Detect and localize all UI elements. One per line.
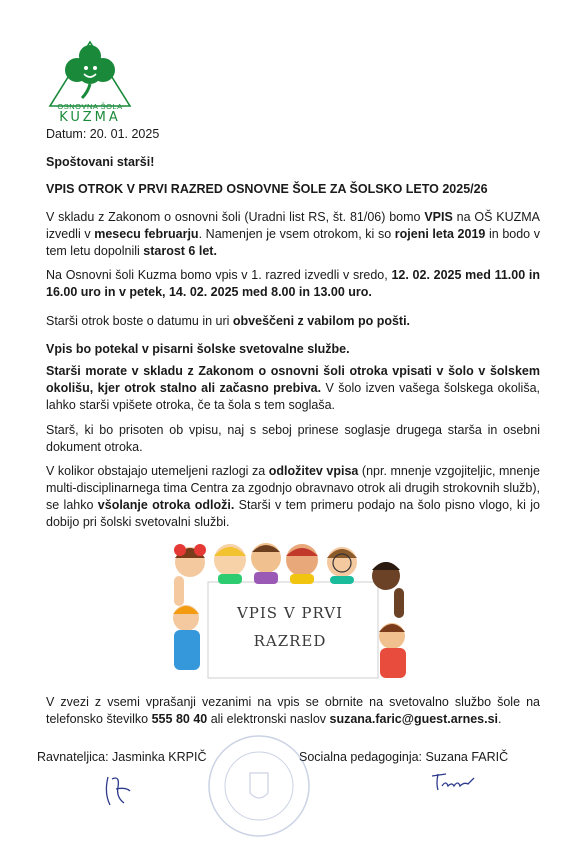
paragraph-location <box>46 341 540 358</box>
text-run: odložitev vpisa <box>268 464 359 478</box>
text-run: 555 80 40 <box>151 712 208 726</box>
text-run: 12. 02. 2025 med 11.00 in 16.00 uro in v petek, 14. 02. 2025 med 8.00 in 13.00 uro. <box>46 268 541 299</box>
text-run: obveščeni z vabilom po pošti. <box>232 314 411 328</box>
greeting: Spoštovani starši! <box>46 155 155 169</box>
text-run: Starši otrok boste o datumu in uri <box>46 314 233 328</box>
text-run: Starš, ki bo prisoten ob vpisu, naj s seboj prinese soglasje drugega starša in osebni dokument otroka. <box>46 423 540 454</box>
text-run: Vpis bo potekal v pisarni šolske svetovalne službe. <box>46 342 350 356</box>
illustration-title-line1: VPIS V PRVI <box>236 604 344 622</box>
school-logo <box>44 40 136 126</box>
pedagogue-signature-icon <box>428 770 478 794</box>
text-run: rojeni leta 2019 <box>394 227 486 241</box>
paragraph-enrollment-intro <box>46 209 540 260</box>
paragraph-enrollment-dates <box>46 267 540 301</box>
paragraph-deferral <box>46 463 540 531</box>
pedagogue-signature-label: Socialna pedagoginja: Suzana FARIČ <box>299 750 509 764</box>
text-run: na OŠ KUZMA izvedli v <box>46 210 540 241</box>
paragraph-contact <box>46 694 540 728</box>
text-run: VPIS <box>424 210 453 224</box>
paragraph-consent <box>46 422 540 456</box>
school-stamp-icon <box>206 733 312 839</box>
text-run: in bodo v tem letu dopolnili <box>46 227 540 258</box>
logo-text-name: KUZMA <box>59 110 121 125</box>
text-run: všolanje otroka odloži. <box>97 498 235 512</box>
text-run: (npr. mnenje vzgojiteljic, mnenje multi-disciplinarnega tima Centra za zgodnjo obravnavo otrok ali drugih strokovnih služb), se lahko <box>46 464 540 512</box>
children-illustration <box>166 536 414 684</box>
text-run: V kolikor obstajajo utemeljeni razlogi za <box>46 464 269 478</box>
text-run: V zvezi z vsemi vprašanji vezanimi na vpis se obrnite na svetovalno službo šole na telefonsko številko <box>46 695 540 726</box>
text-run: V šolo izven vašega šolskega okoliša, lahko starši vpišete otroka, če ta šola s tem soglaša. <box>46 381 540 412</box>
principal-signature-icon <box>98 773 138 809</box>
paragraph-school-district <box>46 363 540 414</box>
text-run: Starši v tem primeru podajo na šolo pisno vlogo, ki jo dobijo pri šolski svetovalni službi. <box>46 498 540 529</box>
logo-text-school: OSNOVNA ŠOLA <box>57 102 123 111</box>
illustration-title-line2: RAZRED <box>253 632 327 650</box>
text-run: Na Osnovni šoli Kuzma bomo vpis v 1. razred izvedli v sredo, <box>46 268 392 282</box>
text-run: V skladu z Zakonom o osnovni šoli (Uradni list RS, št. 81/06) bomo <box>46 210 425 224</box>
text-run: starost 6 let. <box>143 244 217 258</box>
text-run: Starši morate v skladu z Zakonom o osnovni šoli otroka vpisati v šolo v šolskem okolišu, kjer otrok stalno ali začasno prebiva. <box>46 364 540 395</box>
text-run: . <box>498 712 502 726</box>
text-run: mesecu februarju <box>94 227 199 241</box>
text-run: . Namenjen je vsem otrokom, ki so <box>198 227 395 241</box>
text-run: ali elektronski naslov <box>207 712 330 726</box>
document-date: Datum: 20. 01. 2025 <box>46 127 160 141</box>
principal-signature-label: Ravnateljica: Jasminka KRPIČ <box>37 750 207 764</box>
text-run: suzana.faric@guest.arnes.si <box>329 712 499 726</box>
paragraph-invitation <box>46 313 540 330</box>
document-heading: VPIS OTROK V PRVI RAZRED OSNOVNE ŠOLE ZA ŠOLSKO LETO 2025/26 <box>46 182 488 196</box>
